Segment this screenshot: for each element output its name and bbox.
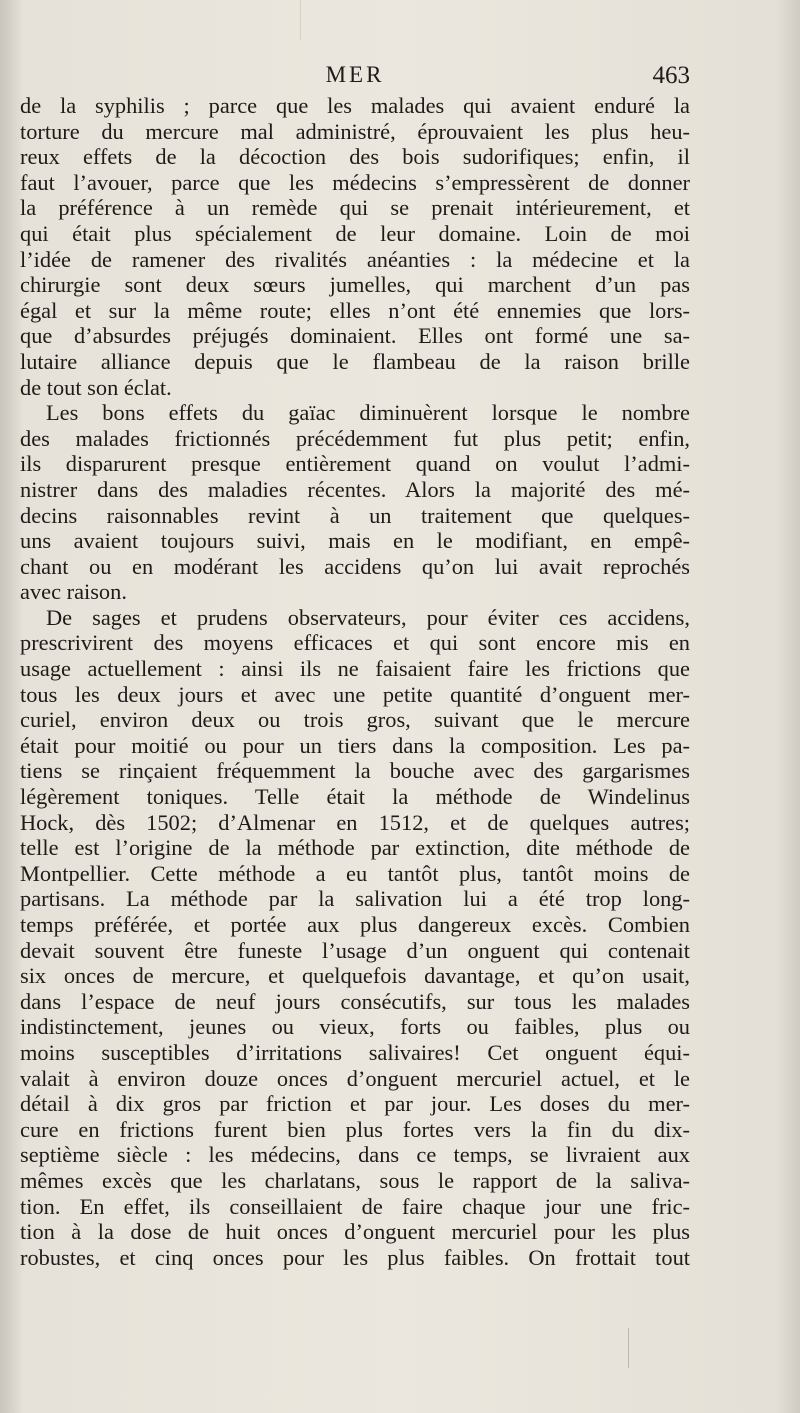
text-line: lutaire alliance depuis que le flambeau de la raison brille xyxy=(20,348,690,374)
text-line: égal et sur la même route; elles n’ont été ennemies que lors- xyxy=(20,297,690,323)
text-line: nistrer dans des maladies récentes. Alors la majorité des mé- xyxy=(20,476,690,502)
text-line: la préférence à un remède qui se prenait intérieurement, et xyxy=(20,195,690,221)
page-number: 463 xyxy=(652,62,690,89)
text-line: prescrivirent des moyens efficaces et qui sont encore mis en xyxy=(20,630,690,656)
text-line: robustes, et cinq onces pour les plus faibles. On frottait tout xyxy=(20,1244,690,1270)
text-line: dans l’espace de neuf jours consécutifs, sur tous les malades xyxy=(20,988,690,1014)
text-line: ils disparurent presque entièrement quand on voulut l’admi- xyxy=(20,451,690,477)
paper-mark xyxy=(628,1328,629,1368)
text-line: curiel, environ deux ou trois gros, suivant que le mercure xyxy=(20,707,690,733)
text-line: tiens se rinçaient fréquemment la bouche avec des gargarismes xyxy=(20,758,690,784)
text-line: des malades frictionnés précédemment fut plus petit; enfin, xyxy=(20,425,690,451)
paragraph xyxy=(20,93,690,400)
text-line: avec raison. xyxy=(20,579,127,605)
running-head: MER xyxy=(325,62,385,87)
text-line: chirurgie sont deux sœurs jumelles, qui marchent d’un pas xyxy=(20,272,690,298)
text-line: six onces de mercure, et quelquefois davantage, et qu’on usait, xyxy=(20,963,690,989)
text-line: valait à environ douze onces d’onguent mercuriel actuel, et le xyxy=(20,1065,690,1091)
text-line: uns avaient toujours suivi, mais en le modifiant, en empê- xyxy=(20,528,690,554)
text-line: mêmes excès que les charlatans, sous le rapport de la saliva- xyxy=(20,1167,690,1193)
text-line: temps préférée, et portée aux plus dangereux excès. Combien xyxy=(20,912,690,937)
text-line: était pour moitié ou pour un tiers dans la composition. Les pa- xyxy=(20,732,690,758)
text-line: tion à la dose de huit onces d’onguent mercuriel pour les plus xyxy=(20,1219,690,1245)
text-line: septième siècle : les médecins, dans ce temps, se livraient aux xyxy=(20,1142,690,1168)
text-line: devait souvent être funeste l’usage d’un onguent qui contenait xyxy=(20,937,690,963)
text-line: indistinctement, jeunes ou vieux, forts ou faibles, plus ou xyxy=(20,1014,690,1040)
text-line: usage actuellement : ainsi ils ne faisaient faire les frictions que xyxy=(20,656,690,682)
text-line: faut l’avouer, parce que les médecins s’empressèrent de donner xyxy=(20,169,690,195)
text-line: Hock, dès 1502; d’Almenar en 1512, et de quelques autres; xyxy=(20,809,690,835)
text-line: partisans. La méthode par la salivation lui a été trop long- xyxy=(20,886,690,912)
text-line: decins raisonnables revint à un traitement que quelques- xyxy=(20,502,690,528)
paragraph xyxy=(20,605,690,1270)
text-line: de la syphilis ; parce que les malades qui avaient enduré la xyxy=(20,93,690,118)
text-line: telle est l’origine de la méthode par extinction, dite méthode de xyxy=(20,835,690,861)
text-line: chant ou en modérant les accidens qu’on lui avait reprochés xyxy=(20,553,690,579)
text-line: de tout son éclat. xyxy=(20,374,172,400)
text-line: Montpellier. Cette méthode a eu tantôt plus, tantôt moins de xyxy=(20,860,690,886)
text-line: qui était plus spécialement de leur domaine. Loin de moi xyxy=(20,220,690,246)
text-line: cure en frictions furent bien plus fortes vers la fin du dix- xyxy=(20,1116,690,1142)
text-line: reux effets de la décoction des bois sudorifiques; enfin, il xyxy=(20,144,690,170)
text-line: que d’absurdes préjugés dominaient. Elles ont formé une sa- xyxy=(20,323,690,349)
text-line: Les bons effets du gaïac diminuèrent lorsque le nombre xyxy=(46,400,690,426)
paper-crease xyxy=(300,0,361,40)
page-header xyxy=(20,62,690,94)
text-line: moins susceptibles d’irritations salivaires! Cet onguent équi- xyxy=(20,1039,690,1065)
text-line: légèrement toniques. Telle était la méthode de Windelinus xyxy=(20,784,690,810)
text-line: tous les deux jours et avec une petite quantité d’onguent mer- xyxy=(20,681,690,707)
body-text xyxy=(20,93,690,1270)
text-line: torture du mercure mal administré, éprouvaient les plus heu- xyxy=(20,118,690,144)
text-line: De sages et prudens observateurs, pour éviter ces accidens, xyxy=(46,604,690,630)
text-line: l’idée de ramener des rivalités anéanties : la médecine et la xyxy=(20,246,690,272)
text-line: tion. En effet, ils conseillaient de faire chaque jour une fric- xyxy=(20,1193,690,1219)
text-line: détail à dix gros par friction et par jour. Les doses du mer- xyxy=(20,1091,690,1117)
paragraph xyxy=(20,400,690,605)
